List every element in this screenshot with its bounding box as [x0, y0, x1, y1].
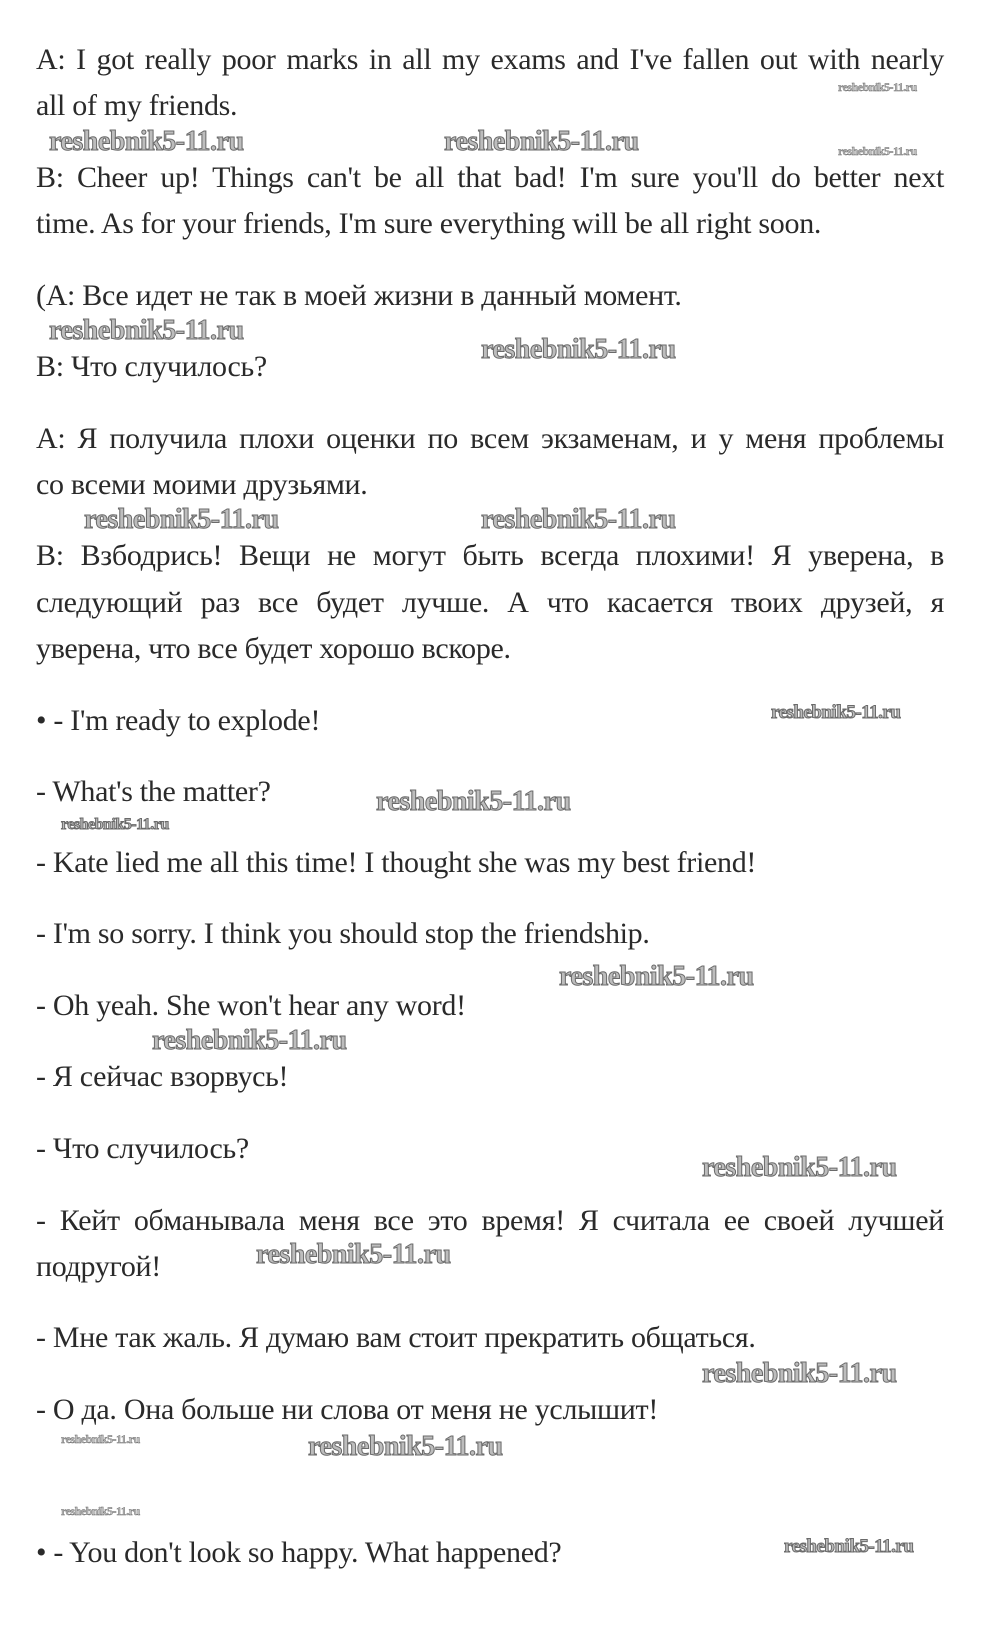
text-line: - Что случилось?	[36, 1132, 249, 1165]
text-line: - Я сейчас взорвусь!	[36, 1060, 289, 1093]
text-line: со всеми моими друзьями.	[36, 468, 368, 501]
watermark: reshebnik5-11.ru	[152, 1025, 347, 1056]
watermark: reshebnik5-11.ru	[481, 504, 676, 535]
text-line: time. As for your friends, I'm sure everything will be all right soon.	[36, 207, 822, 240]
text-line: - Кейт обманывала меня все это время! Я считала ее своей лучшей	[36, 1204, 944, 1237]
text-line: - What's the matter?	[36, 775, 271, 808]
text-line: B: Взбодрись! Вещи не могут быть всегда плохими! Я уверена, в	[36, 539, 944, 572]
text-line: A: Я получила плохи оценки по всем экзаменам, и у меня проблемы	[36, 422, 944, 455]
watermark: reshebnik5-11.ru	[376, 786, 571, 817]
watermark: reshebnik5-11.ru	[838, 144, 917, 158]
watermark: reshebnik5-11.ru	[61, 1504, 140, 1518]
watermark: reshebnik5-11.ru	[61, 1432, 140, 1446]
watermark: reshebnik5-11.ru	[61, 816, 169, 833]
watermark: reshebnik5-11.ru	[838, 80, 917, 94]
text-line: уверена, что все будет хорошо вскоре.	[36, 632, 511, 665]
watermark: reshebnik5-11.ru	[84, 504, 279, 535]
watermark: reshebnik5-11.ru	[702, 1358, 897, 1389]
text-line: B: Cheer up! Things can't be all that bad! I'm sure you'll do better next	[36, 161, 944, 194]
watermark: reshebnik5-11.ru	[559, 961, 754, 992]
text-line: - Kate lied me all this time! I thought she was my best friend!	[36, 846, 757, 879]
watermark: reshebnik5-11.ru	[444, 126, 639, 157]
text-line: подругой!	[36, 1250, 161, 1283]
text-line: • - You don't look so happy. What happened?	[36, 1536, 562, 1569]
text-line: - Oh yeah. She won't hear any word!	[36, 989, 466, 1022]
watermark: reshebnik5-11.ru	[771, 702, 901, 723]
watermark: reshebnik5-11.ru	[784, 1536, 914, 1557]
watermark: reshebnik5-11.ru	[308, 1431, 503, 1462]
text-line: - Мне так жаль. Я думаю вам стоит прекратить общаться.	[36, 1321, 756, 1354]
text-line: B: Что случилось?	[36, 350, 267, 383]
watermark: reshebnik5-11.ru	[256, 1239, 451, 1270]
text-line: all of my friends.	[36, 89, 238, 122]
text-line: A: I got really poor marks in all my exams and I've fallen out with nearly	[36, 43, 944, 76]
text-line: (A: Все идет не так в моей жизни в данный момент.	[36, 279, 682, 312]
watermark: reshebnik5-11.ru	[49, 315, 244, 346]
text-line: • - I'm ready to explode!	[36, 704, 321, 737]
watermark: reshebnik5-11.ru	[49, 126, 244, 157]
text-line: следующий раз все будет лучше. А что касается твоих друзей, я	[36, 586, 944, 619]
text-line: - О да. Она больше ни слова от меня не услышит!	[36, 1393, 659, 1426]
watermark: reshebnik5-11.ru	[702, 1152, 897, 1183]
text-line: - I'm so sorry. I think you should stop the friendship.	[36, 917, 650, 950]
watermark: reshebnik5-11.ru	[481, 334, 676, 365]
